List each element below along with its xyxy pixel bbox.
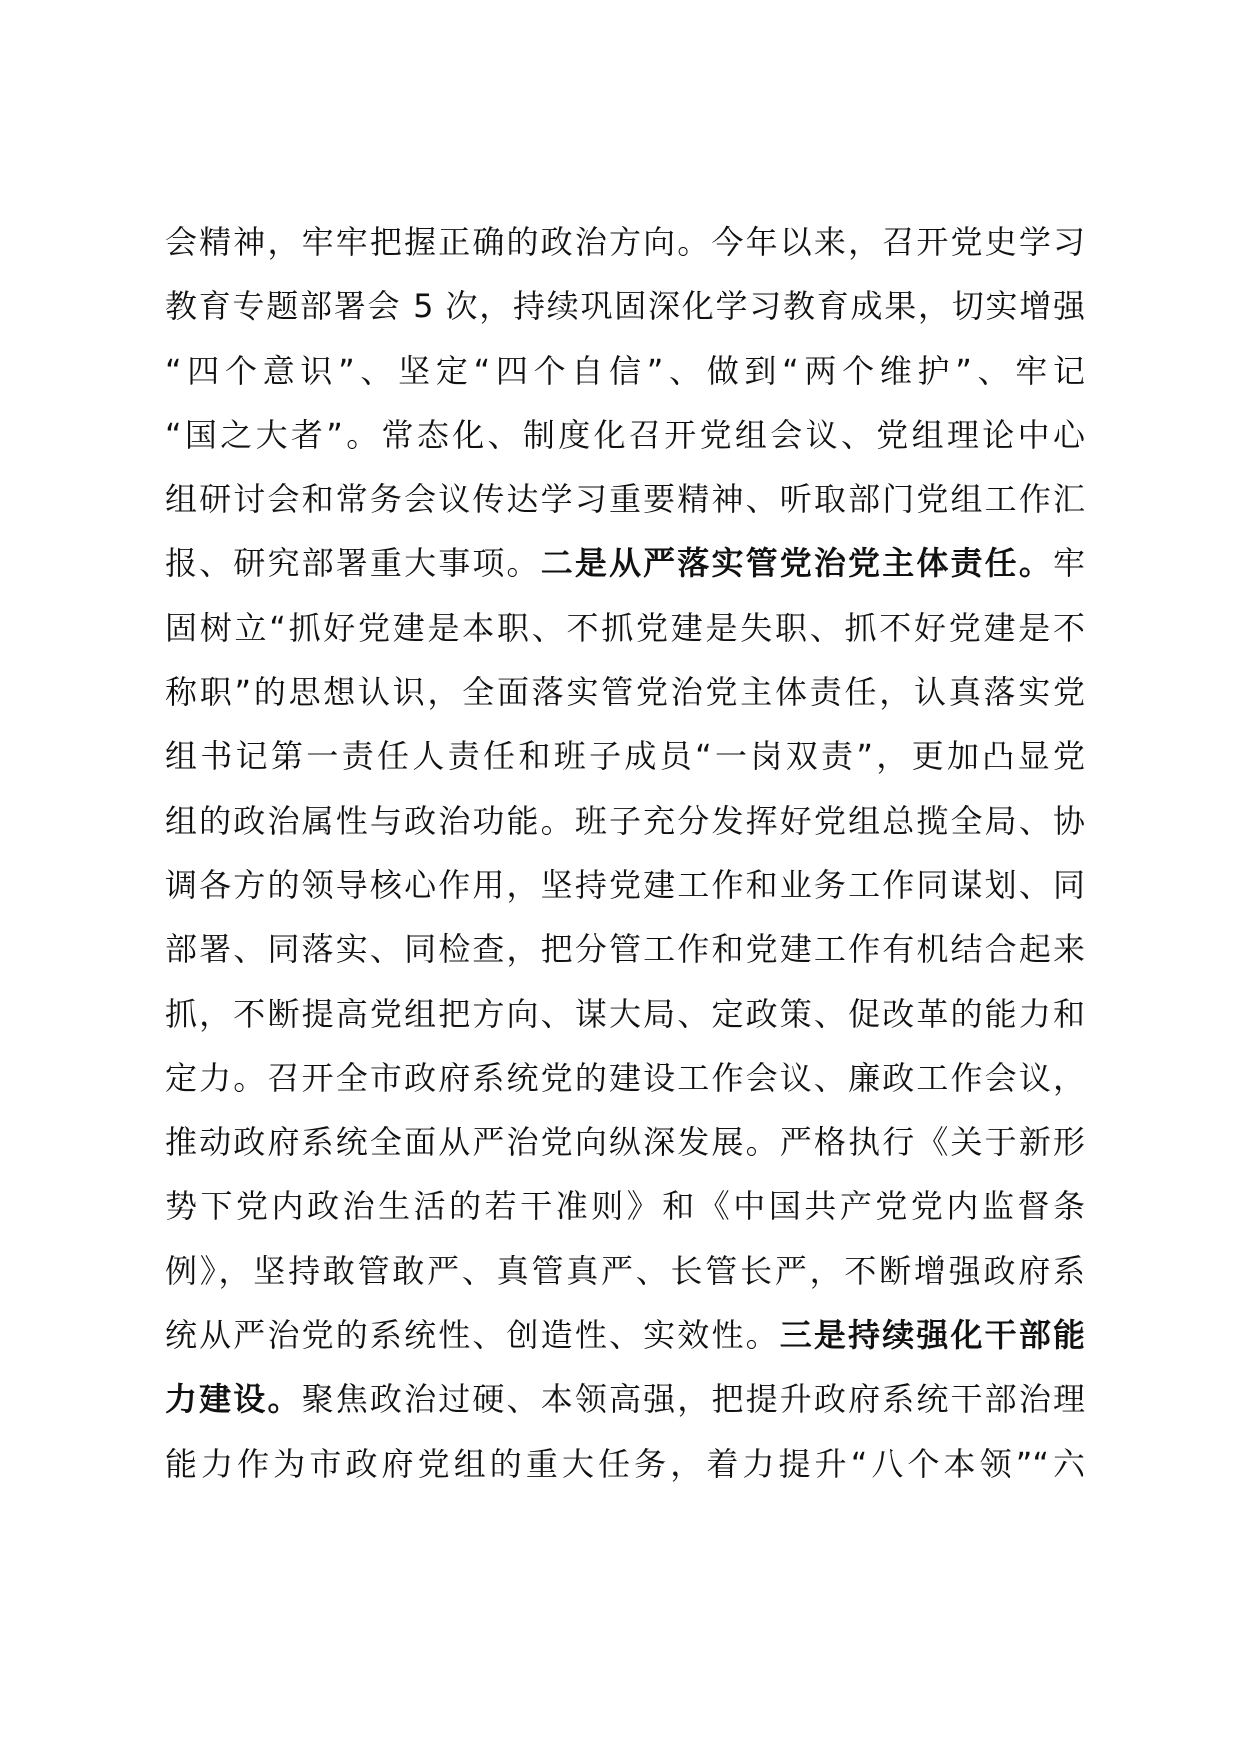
text-line	[165, 531, 1085, 595]
text-line	[165, 210, 1085, 274]
text-line	[165, 274, 1085, 338]
text-segment: 统从严治党的系统性、创造性、实效性。	[165, 1316, 780, 1355]
text-line	[165, 724, 1085, 788]
text-segment: 牢	[1052, 544, 1085, 583]
text-segment: 定力。召开全市政府系统党的建设工作会议、廉政工作会议，	[165, 1058, 1085, 1097]
text-line	[165, 1046, 1085, 1110]
text-segment: 部署、同落实、同检查，把分管工作和党建工作有机结合起来	[165, 930, 1085, 969]
text-segment: 能力作为市政府党组的重大任务，着力提升“八个本领”“六	[165, 1444, 1085, 1483]
bold-heading-text: 力建设。	[165, 1380, 302, 1419]
text-segment: 抓，不断提高党组把方向、谋大局、定政策、促改革的能力和	[165, 994, 1085, 1033]
text-line	[165, 1432, 1085, 1496]
text-segment: 组的政治属性与政治功能。班子充分发挥好党组总揽全局、协	[165, 801, 1085, 840]
text-line	[165, 596, 1085, 660]
text-line	[165, 789, 1085, 853]
text-segment: 组研讨会和常务会议传达学习重要精神、听取部门党组工作汇	[165, 480, 1085, 519]
text-segment: 教育专题部署会 5 次，持续巩固深化学习教育成果，切实增强	[165, 287, 1085, 326]
text-line	[165, 467, 1085, 531]
text-segment: 组书记第一责任人责任和班子成员“一岗双责”，更加凸显党	[165, 737, 1085, 776]
text-segment: 推动政府系统全面从严治党向纵深发展。严格执行《关于新形	[165, 1123, 1085, 1162]
text-segment: 称职”的思想认识，全面落实管党治党主体责任，认真落实党	[165, 673, 1085, 712]
text-line	[165, 1174, 1085, 1238]
text-line	[165, 403, 1085, 467]
text-segment: 势下党内政治生活的若干准则》和《中国共产党党内监督条	[165, 1187, 1085, 1226]
text-segment: “四个意识”、坚定“四个自信”、做到“两个维护”、牢记	[165, 351, 1085, 390]
text-line	[165, 339, 1085, 403]
bold-heading-text: 二是从严落实管党治党主体责任。	[540, 544, 1053, 583]
bold-heading-text: 三是持续强化干部能	[779, 1316, 1085, 1355]
text-line	[165, 1367, 1085, 1431]
text-line	[165, 1239, 1085, 1303]
text-line	[165, 1110, 1085, 1174]
text-line	[165, 982, 1085, 1046]
text-segment: 聚焦政治过硬、本领高强，把提升政府系统干部治理	[301, 1380, 1085, 1419]
body-paragraph	[165, 210, 1085, 1496]
text-segment: 固树立“抓好党建是本职、不抓党建是失职、抓不好党建是不	[165, 608, 1085, 647]
text-segment: 报、研究部署重大事项。	[165, 544, 541, 583]
text-segment: 会精神，牢牢把握正确的政治方向。今年以来，召开党史学习	[165, 223, 1085, 261]
text-line	[165, 917, 1085, 981]
text-segment: 例》，坚持敢管敢严、真管真严、长管长严，不断增强政府系	[165, 1251, 1085, 1290]
text-line	[165, 853, 1085, 917]
text-segment: “国之大者”。常态化、制度化召开党组会议、党组理论中心	[165, 415, 1085, 454]
text-segment: 调各方的领导核心作用，坚持党建工作和业务工作同谋划、同	[165, 865, 1085, 904]
text-line	[165, 660, 1085, 724]
text-line	[165, 1303, 1085, 1367]
